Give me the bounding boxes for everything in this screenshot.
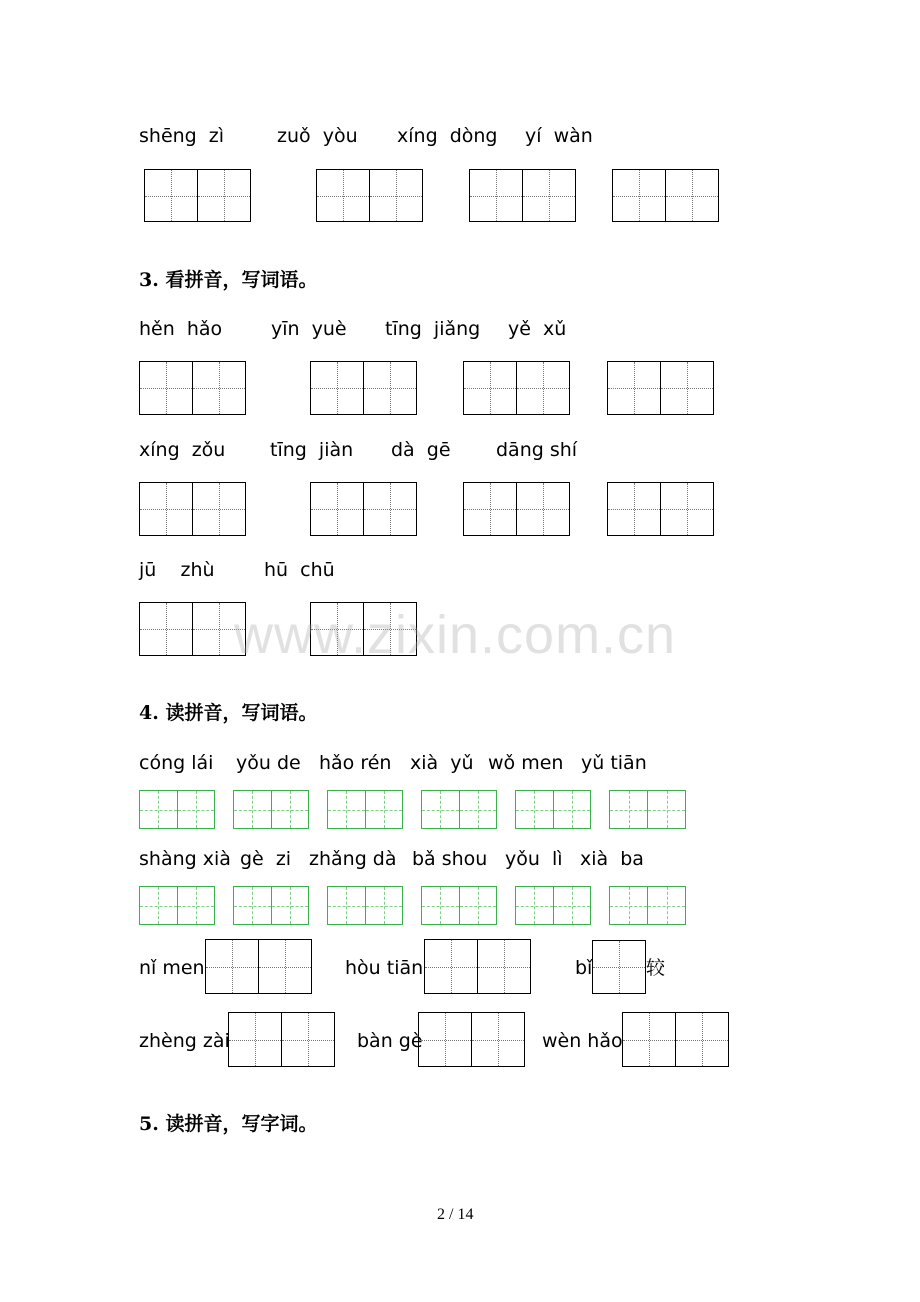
writing-box[interactable] xyxy=(316,169,423,222)
pinyin-houtian: hòu tiān xyxy=(345,957,424,979)
pinyin-dage: dà gē xyxy=(391,439,451,461)
section-5-heading: 5. 读拼音，写字词。 xyxy=(139,1113,318,1135)
pinyin-yiwan: yí wàn xyxy=(525,125,593,147)
pinyin-bi: bǐ xyxy=(575,957,593,979)
writing-box[interactable] xyxy=(607,361,714,415)
pinyin-tingjian: tīng jiàn xyxy=(270,439,354,461)
green-writing-box[interactable] xyxy=(421,886,497,925)
pinyin-huchu: hū chū xyxy=(264,559,335,581)
green-writing-box[interactable] xyxy=(233,886,309,925)
pinyin-yexu: yě xǔ xyxy=(508,318,567,340)
pinyin-conglai: cóng lái xyxy=(139,752,214,774)
section-3-heading: 3. 看拼音，写词语。 xyxy=(139,269,318,291)
pinyin-youde: yǒu de xyxy=(236,752,301,774)
green-writing-box[interactable] xyxy=(327,790,403,829)
writing-box-single[interactable] xyxy=(592,940,646,994)
pinyin-yutian: yǔ tiān xyxy=(581,752,647,774)
pinyin-youli: yǒu lì xyxy=(505,848,563,870)
writing-box[interactable] xyxy=(424,939,531,994)
writing-box[interactable] xyxy=(139,361,246,415)
pinyin-bange: bàn gè xyxy=(357,1030,423,1052)
page-number: 2 / 14 xyxy=(437,1206,474,1223)
green-writing-box[interactable] xyxy=(233,790,309,829)
pinyin-xiaba: xià ba xyxy=(580,848,644,870)
writing-box[interactable] xyxy=(612,169,719,222)
pinyin-shengzi: shēng zì xyxy=(139,125,225,147)
writing-box[interactable] xyxy=(139,602,246,656)
pinyin-wenhao: wèn hǎo xyxy=(542,1030,623,1052)
pinyin-henhao: hěn hǎo xyxy=(139,318,223,340)
green-writing-box[interactable] xyxy=(515,886,591,925)
pinyin-zhengzai: zhèng zài xyxy=(139,1030,230,1052)
green-writing-box[interactable] xyxy=(327,886,403,925)
writing-box[interactable] xyxy=(310,482,417,536)
writing-box[interactable] xyxy=(469,169,576,222)
pinyin-nimen: nǐ men xyxy=(139,957,205,979)
pinyin-haoren: hǎo rén xyxy=(319,752,392,774)
writing-box[interactable] xyxy=(607,482,714,536)
pinyin-xiayu: xià yǔ xyxy=(410,752,474,774)
green-writing-box[interactable] xyxy=(139,790,215,829)
green-writing-box[interactable] xyxy=(609,886,686,925)
pinyin-yinyue: yīn yuè xyxy=(271,318,347,340)
pinyin-shangxia: shàng xià xyxy=(139,848,231,870)
writing-box[interactable] xyxy=(418,1012,525,1067)
writing-box[interactable] xyxy=(310,361,417,415)
writing-box[interactable] xyxy=(463,361,570,415)
pinyin-gezi: gè zi xyxy=(240,848,292,870)
pinyin-xingdong: xíng dòng xyxy=(397,125,498,147)
green-writing-box[interactable] xyxy=(139,886,215,925)
writing-box[interactable] xyxy=(205,939,312,994)
pinyin-women: wǒ men xyxy=(488,752,564,774)
section-4-heading: 4. 读拼音，写词语。 xyxy=(139,702,318,724)
pinyin-xingzou: xíng zǒu xyxy=(139,439,226,461)
pinyin-dangshi: dāng shí xyxy=(496,439,578,461)
writing-box[interactable] xyxy=(228,1012,335,1067)
green-writing-box[interactable] xyxy=(421,790,497,829)
watermark: www.zixin.com.cn xyxy=(234,605,677,665)
pinyin-zuoyou: zuǒ yòu xyxy=(277,125,358,147)
pinyin-zhangda: zhǎng dà xyxy=(309,848,397,870)
pinyin-juzhu: jū zhù xyxy=(139,559,215,581)
hanzi-jiao: 较 xyxy=(646,957,666,979)
green-writing-box[interactable] xyxy=(609,790,686,829)
writing-box[interactable] xyxy=(622,1012,729,1067)
writing-box[interactable] xyxy=(139,482,246,536)
pinyin-tingjiang: tīng jiǎng xyxy=(385,318,481,340)
pinyin-bashou: bǎ shou xyxy=(412,848,488,870)
writing-box[interactable] xyxy=(463,482,570,536)
green-writing-box[interactable] xyxy=(515,790,591,829)
writing-box[interactable] xyxy=(144,169,251,222)
